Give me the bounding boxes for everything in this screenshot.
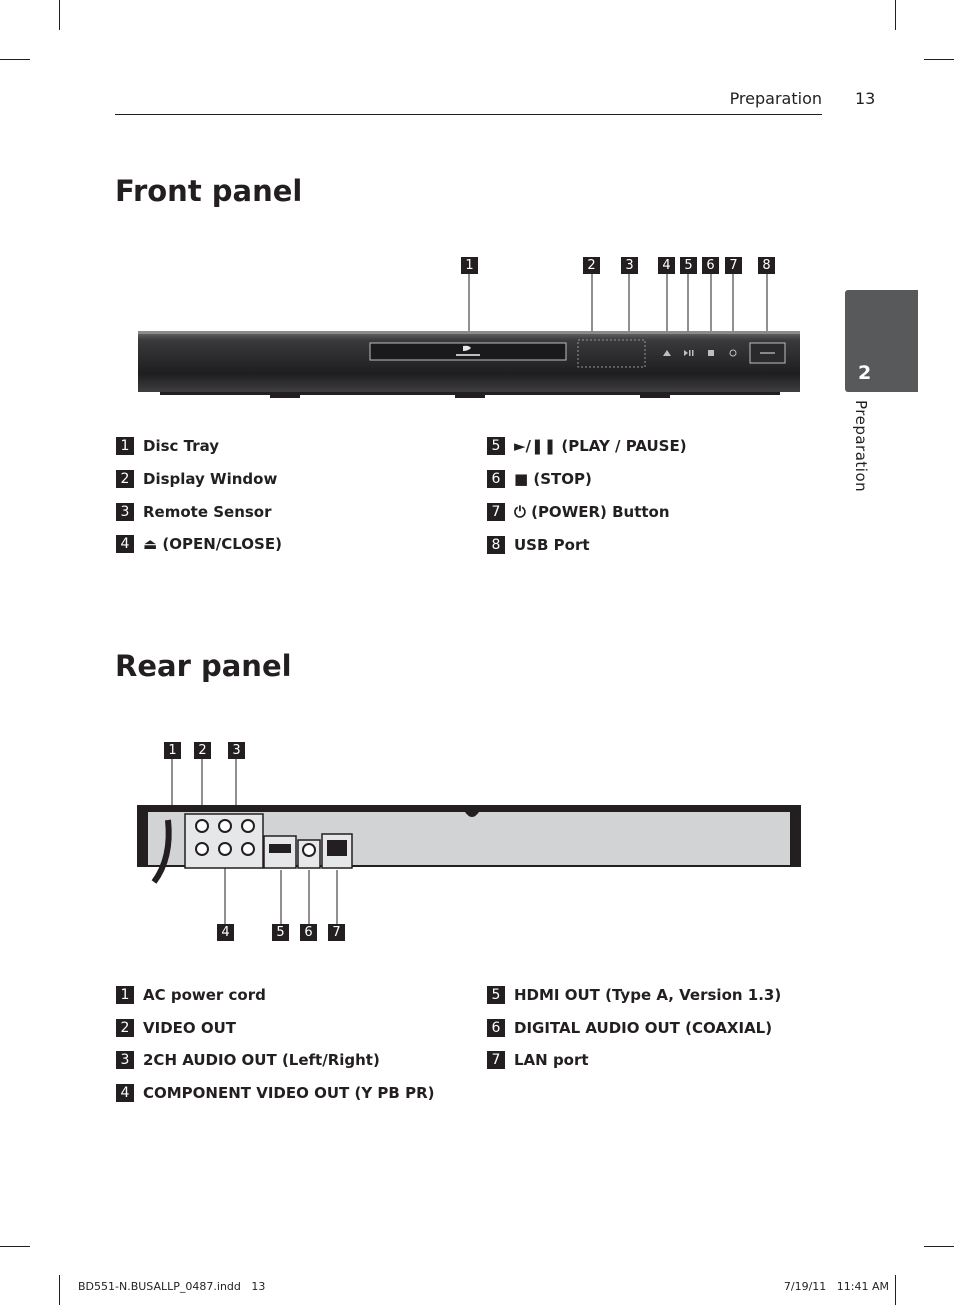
rear-item-video-out: 2 VIDEO OUT (116, 1018, 236, 1038)
crop-mark (924, 59, 954, 60)
front-item-open-close: 4 ⏏ (OPEN/CLOSE) (116, 534, 282, 554)
front-callout: 2 (583, 257, 600, 274)
footer-datetime: 7/19/11 11:41 AM (783, 1280, 889, 1293)
crop-mark (59, 1275, 60, 1305)
front-callout: 5 (680, 257, 697, 274)
rear-item-digital-audio-out: 6 DIGITAL AUDIO OUT (COAXIAL) (487, 1018, 772, 1038)
rear-item-component-video-out: 4 COMPONENT VIDEO OUT (Y PB PR) (116, 1083, 434, 1103)
running-header-section: Preparation (729, 89, 822, 108)
rear-item-ac-power-cord: 1 AC power cord (116, 985, 266, 1005)
rear-panel-illustration (130, 758, 810, 928)
front-callout: 3 (621, 257, 638, 274)
footer-file-info: BD551-N.BUSALLP_0487.indd 13 (78, 1280, 266, 1293)
rear-callout: 4 (217, 924, 234, 941)
rear-callout: 3 (228, 742, 245, 759)
front-callout: 7 (725, 257, 742, 274)
rear-callout: 2 (194, 742, 211, 759)
rear-panel-title: Rear panel (115, 649, 292, 683)
front-item-usb-port: 8 USB Port (487, 535, 590, 555)
front-callout: 8 (758, 257, 775, 274)
front-item-power-button: 7 ⏻ (POWER) Button (487, 502, 670, 522)
front-callout: 1 (461, 257, 478, 274)
front-item-display-window: 2 Display Window (116, 469, 277, 489)
crop-mark (59, 0, 60, 30)
rear-callout: 5 (272, 924, 289, 941)
front-item-stop: 6 ■ (STOP) (487, 469, 592, 489)
front-callout: 4 (658, 257, 675, 274)
page-number: 13 (855, 89, 876, 108)
chapter-tab (845, 290, 918, 392)
crop-mark (0, 1246, 30, 1247)
front-item-remote-sensor: 3 Remote Sensor (116, 502, 272, 522)
chapter-tab-label: Preparation (852, 400, 870, 493)
front-item-disc-tray: 1 Disc Tray (116, 436, 219, 456)
crop-mark (895, 1275, 896, 1305)
front-callout: 6 (702, 257, 719, 274)
crop-mark (0, 59, 30, 60)
crop-mark (895, 0, 896, 30)
rear-item-hdmi-out: 5 HDMI OUT (Type A, Version 1.3) (487, 985, 781, 1005)
rear-callout: 7 (328, 924, 345, 941)
crop-mark (924, 1246, 954, 1247)
front-panel-illustration (130, 274, 810, 404)
rear-item-lan-port: 7 LAN port (487, 1050, 589, 1070)
front-item-play-pause: 5 ►/❚❚ (PLAY / PAUSE) (487, 436, 687, 456)
rear-item-2ch-audio-out: 3 2CH AUDIO OUT (Left/Right) (116, 1050, 380, 1070)
rear-callout: 1 (164, 742, 181, 759)
header-rule (115, 114, 822, 115)
chapter-tab-number: 2 (858, 362, 872, 384)
rear-callout: 6 (300, 924, 317, 941)
front-panel-title: Front panel (115, 174, 303, 208)
